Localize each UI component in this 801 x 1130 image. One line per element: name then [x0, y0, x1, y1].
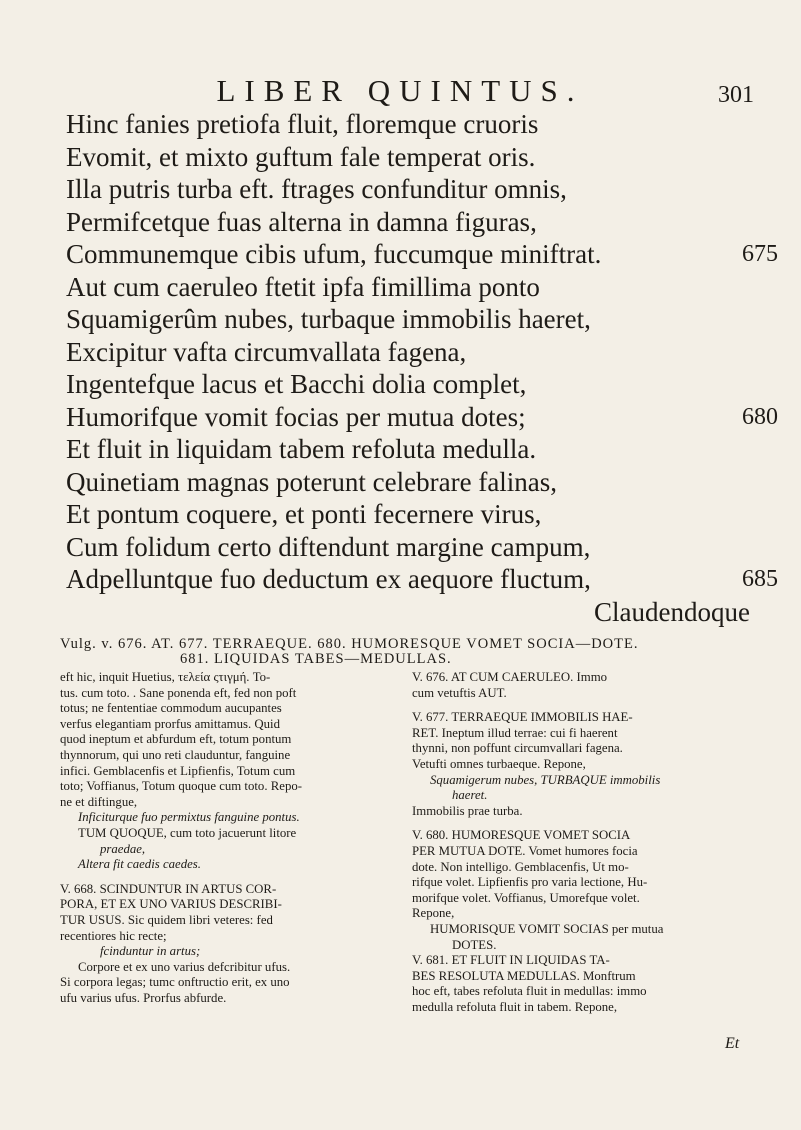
variant-readings-apparatus [60, 637, 750, 667]
note-spacer [412, 701, 752, 710]
note-line: Inficiturque fuo permixtus fanguine pontus. [78, 810, 300, 825]
note-line: infici. Gemblacenfis et Lipfienfis, Totum cum [60, 763, 296, 778]
note-line: ne et diftingue, [60, 794, 138, 809]
note-line: morifque volet. Voffianus, Umorefque volet. [412, 890, 640, 905]
verse-line: Illa putris turba eft. ftrages confunditur omnis, [66, 174, 567, 204]
verse-block [66, 108, 778, 628]
verse-line: Aut cum caeruleo ftetit ipfa fimillima ponto [66, 271, 540, 302]
verse-line: Humorifque vomit focias per mutua dotes; 680 [66, 401, 778, 432]
note-line: tus. cum toto. . Sane ponenda eft, fed non poft [60, 685, 297, 700]
note-line: verfus elegantiam prorfus amittamus. Quid [60, 716, 280, 731]
note-line: thynni, non poffunt circumvallari fagena. [412, 741, 623, 756]
note-line: fcinduntur in artus; [100, 944, 201, 959]
note-line: V. 680. HUMORESQUE VOMET SOCIA [412, 828, 631, 843]
note-line: Altera fit caedis caedes. [78, 857, 201, 872]
verse-line: Claudendoque [594, 596, 750, 627]
note-spacer [412, 819, 752, 828]
note-line: Immobilis prae turba. [412, 803, 523, 818]
note-line: TUR USUS. Sic quidem libri veteres: fed [60, 912, 273, 927]
note-line: medulla refoluta fluit in tabem. Repone, [412, 999, 618, 1014]
note-line: quod ineptum et abfurdum eft, totum pontum [60, 732, 292, 747]
verse-line: Quinetiam magnas poterunt celebrare falinas, [66, 466, 558, 497]
verse-line: Excipitur vafta circumvallata fagena, [66, 336, 467, 367]
note-line: praedae, [100, 841, 146, 856]
line-number: 685 [742, 566, 778, 592]
note-line: thynnorum, qui uno reti clauduntur, fanguine [60, 747, 291, 762]
note-line: HUMORISQUE VOMIT SOCIAS per mutua [430, 921, 664, 936]
note-line: RET. Ineptum illud terrae: cui fi haerent [412, 725, 618, 740]
verse-line: Cum folidum certo diftendunt margine campum, [66, 531, 591, 562]
page-number: 301 [718, 82, 754, 108]
note-line: Vetufti omnes turbaeque. Repone, [412, 756, 586, 771]
note-line: V. 676. AT CUM CAERULEO. Immo [412, 670, 608, 684]
note-line: PER MUTUA DOTE. Vomet humores focia [412, 843, 638, 858]
note-line: Squamigerum nubes, TURBAQUE immobilis [430, 772, 661, 787]
note-line: hoc eft, tabes refoluta fluit in medullas: immo [412, 984, 647, 999]
note-line: V. 677. TERRAEQUE IMMOBILIS HAE- [412, 710, 633, 725]
note-line: Si corpora legas; tumc onftructio erit, ex uno [60, 975, 290, 990]
apparatus-line: 681. LIQUIDAS TABES—MEDULLAS. [180, 651, 452, 667]
line-number: 680 [742, 403, 778, 430]
note-line: V. 681. ET FLUIT IN LIQUIDAS TA- [412, 953, 610, 968]
commentary-right-column [412, 670, 752, 1015]
note-line: TUM QUOQUE, cum toto jacuerunt litore [78, 825, 297, 840]
verse-line: Communemque cibis ufum, fuccumque miniftrat. 675 [66, 239, 778, 269]
note-line: Repone, [412, 906, 455, 921]
note-line: haeret. [452, 788, 488, 803]
running-head: LIBER QUINTUS. [216, 73, 584, 108]
verse-line: Adpelluntque fuo deductum ex aequore fluctum, 685 [66, 564, 778, 594]
catchword: Et [725, 1035, 740, 1052]
apparatus-line: Vulg. v. 676. AT. 677. TERRAEQUE. 680. HUMORESQUE VOMET SOCIA—DOTE. [60, 636, 639, 652]
verse-line: Et fluit in liquidam tabem refoluta medulla. [66, 434, 537, 464]
note-line: dote. Non intelligo. Gemblacenfis, Ut mo- [412, 859, 629, 874]
verse-line: Evomit, et mixto guftum fale temperat oris. [66, 141, 536, 172]
note-line: rifque volet. Lipfienfis pro varia lectione, Hu- [412, 875, 648, 890]
note-line: Corpore et ex uno varius defcribitur ufus. [78, 959, 291, 974]
note-line: DOTES. [452, 937, 497, 952]
note-line: V. 668. SCINDUNTUR IN ARTUS COR- [60, 881, 277, 896]
note-line: BES RESOLUTA MEDULLAS. Monftrum [412, 968, 636, 983]
verse-line: Permifcetque fuas alterna in damna figuras, [66, 206, 537, 237]
note-line: toto; Voffianus, Totum quoque cum toto. Repo- [60, 779, 303, 794]
verse-line: Hinc fanies pretiofa fluit, floremque cruoris [66, 109, 539, 139]
note-spacer [60, 873, 395, 882]
commentary-left-column [60, 670, 395, 1006]
note-line: recentiores hic recte; [60, 928, 167, 943]
line-number: 675 [742, 241, 778, 267]
note-line: cum vetuftis AUT. [412, 685, 507, 700]
note-line: eft hic, inquit Huetius, τελεία ςτιγμή. To- [60, 670, 271, 684]
note-line: totus; ne fententiae commodum aucupantes [60, 701, 282, 716]
verse-line: Squamigerûm nubes, turbaque immobilis haeret, [66, 304, 591, 334]
verse-line: Et pontum coquere, et ponti fecernere virus, [66, 499, 542, 529]
note-line: PORA, ET EX UNO VARIUS DESCRIBI- [60, 897, 282, 912]
note-line: ufu varius ufus. Prorfus abfurde. [60, 990, 227, 1005]
verse-line: Ingentefque lacus et Bacchi dolia complet, [66, 369, 527, 399]
